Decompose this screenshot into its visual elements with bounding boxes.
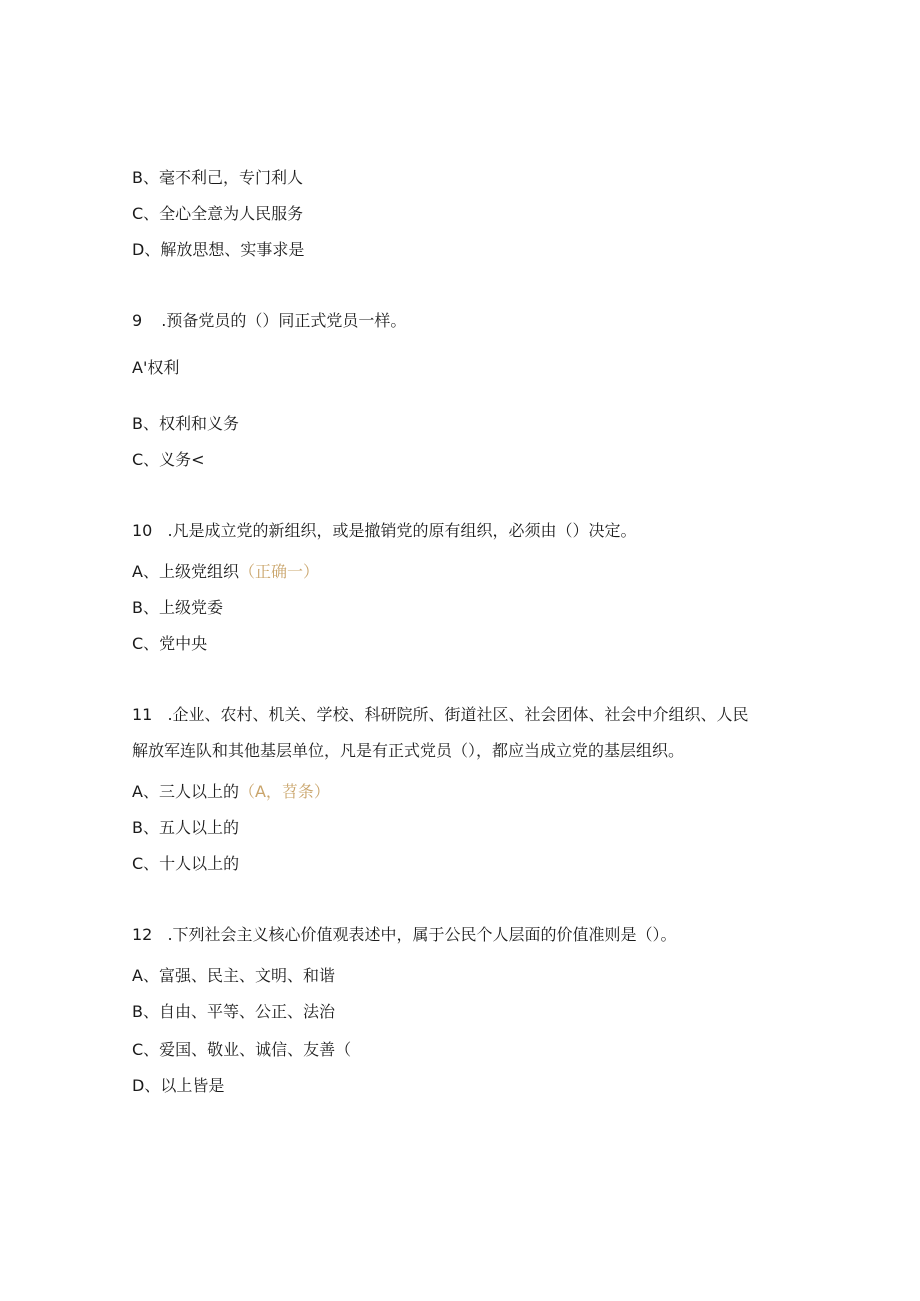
q11-option-a: [132, 782, 330, 802]
q9-option-c: C、义务<: [132, 450, 205, 469]
q12-number: 12: [132, 925, 153, 944]
q9-option-b: B、权利和义务: [132, 414, 239, 433]
q11-stem-line2: 解放军连队和其他基层单位，凡是有正式党员（），都应当成立党的基层组织。: [132, 741, 685, 760]
q12-option-a: A、富强、民主、文明、和谐: [132, 966, 335, 985]
q12-text: .下列社会主义核心价值观表述中，属于公民个人层面的价值准则是（）。: [167, 925, 677, 944]
q9-text: .预备党员的（）同正式党员一样。: [161, 311, 407, 330]
q10-option-a: [132, 562, 319, 582]
q10-number: 10: [132, 521, 153, 540]
q12-option-b: B、自由、平等、公正、法治: [132, 1002, 335, 1021]
q12-option-c: C、爱国、敬业、诚信、友善（: [132, 1040, 352, 1059]
q11-number: 11: [132, 705, 153, 724]
q8-option-c: C、全心全意为人民服务: [132, 204, 304, 223]
q10-text: .凡是成立党的新组织，或是撤销党的原有组织，必须由（）决定。: [167, 521, 637, 540]
q11-option-c: C、十人以上的: [132, 854, 240, 873]
q10-answer-note: （正确一）: [238, 562, 319, 581]
q10-option-a-label: A、上级党组织: [132, 562, 239, 581]
q12-option-d: D、以上皆是: [132, 1076, 225, 1095]
q11-answer-note: （A，苕条）: [238, 782, 330, 801]
q9-stem: [132, 311, 406, 331]
q9-number: 9: [132, 311, 143, 330]
q8-option-d: D、解放思想、实事求是: [132, 240, 305, 259]
q10-option-c: C、党中央: [132, 634, 208, 653]
q12-stem: [132, 925, 677, 945]
q11-text-line1: .企业、农村、机关、学校、科研院所、街道社区、社会团体、社会中介组织、人民: [167, 705, 749, 724]
q10-option-b: B、上级党委: [132, 598, 223, 617]
q10-stem: [132, 521, 637, 541]
q11-option-b: B、五人以上的: [132, 818, 239, 837]
q8-option-b: B、毫不利己，专门利人: [132, 168, 303, 187]
q11-stem-line1: [132, 705, 749, 725]
q9-option-a: A'权利: [132, 358, 180, 377]
q11-option-a-label: A、三人以上的: [132, 782, 239, 801]
